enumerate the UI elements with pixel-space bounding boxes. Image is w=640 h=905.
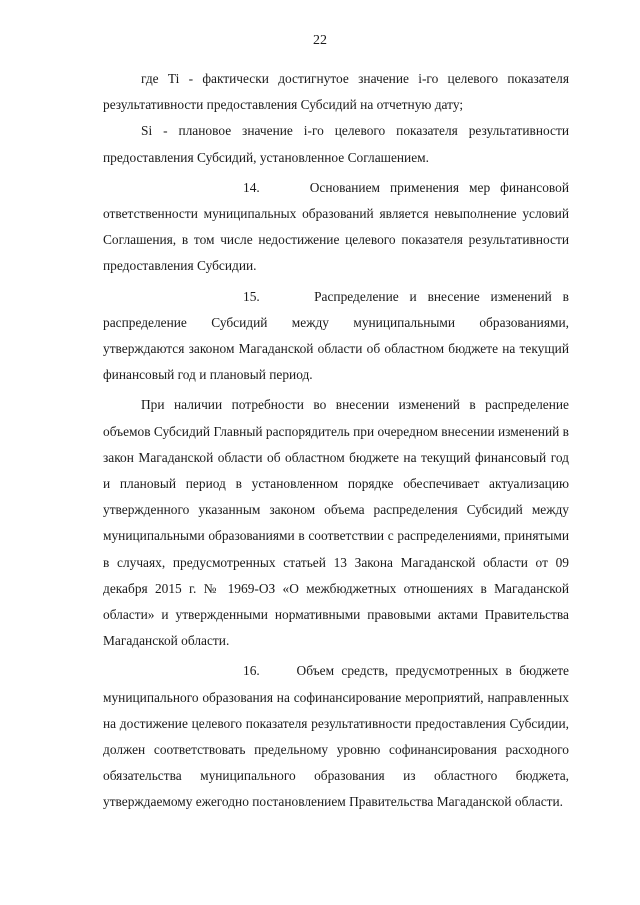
clause-text: Объем средств, предусмотренных в бюджете муниципального образования на софинансирование мероприятий, направленных на достижение целевого показателя результативности предоставления Субсидии, должен соответствовать предельному уровню софинансирования расходного обязательства муниципального образования из областного бюджета, утверждаемому ежегодно постановлением Правительства Магаданской области. [103,663,569,810]
clause-text: Распределение и внесение изменений в распределение Субсидий между муниципальными образованиями, утверждаются законом Магаданской области об областном бюджете на текущий финансовый год и плановый период. [103,288,569,383]
clause-number: 14. [243,179,260,195]
paragraph-text: Si - плановое значение i-го целевого показателя результативности предоставления Субсидий, установленное Соглашением. [103,123,569,165]
clause-16 [103,658,569,815]
document-body [103,66,569,816]
paragraph-text: При наличии потребности во внесении изменений в распределение объемов Субсидий Главный распорядитель при очередном внесении изменений в закон Магаданской области об областном бюджете на текущий финансовый год и плановый период в установленном порядке обеспечивает актуализацию утвержденного указанным законом объема распределения Субсидий между муниципальными образованиями в соответствии с распределениями, принятыми в случаях, предусмотренных статьей 13 Закона Магаданской области от 09 декабря 2015 г. № 1969-ОЗ «О межбюджетных отношениях в Магаданской области» и утвержденными нормативными правовыми актами Правительства Магаданской области. [103,397,569,649]
clause-text: Основанием применения мер финансовой ответственности муниципальных образований является невыполнение условий Соглашения, в том числе недостижение целевого показателя результативности предоставления Субсидии. [103,179,569,274]
clause-number: 16. [243,663,260,679]
clause-14 [103,175,569,280]
paragraph-ti-definition [103,66,569,118]
page-number: 22 [313,33,327,48]
clause-number: 15. [243,288,260,304]
paragraph-text: где Ti - фактически достигнутое значение i-го целевого показателя результативности предоставления Субсидий на отчетную дату; [103,71,569,113]
paragraph-si-definition [103,118,569,170]
clause-15 [103,284,569,389]
paragraph-redistribution [103,392,569,654]
